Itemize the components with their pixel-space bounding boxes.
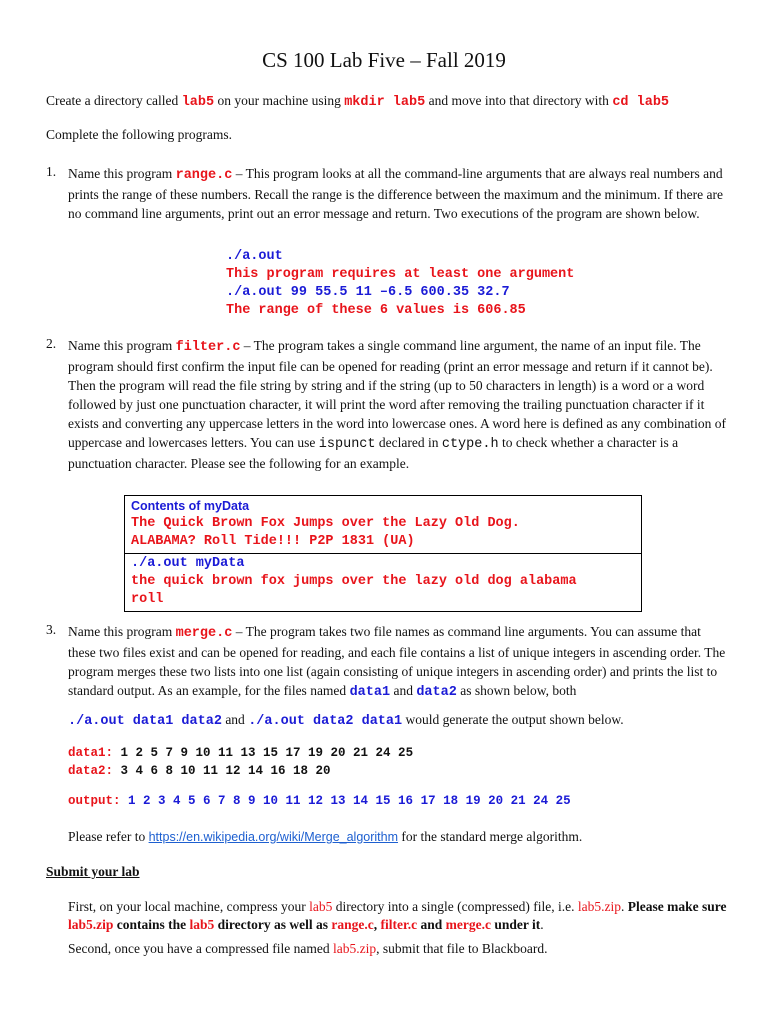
q3-and: and xyxy=(390,683,417,698)
q1-example-line: ./a.out 99 55.5 11 –6.5 600.35 32.7 xyxy=(226,285,510,300)
q1-text: – This program looks at all the command-line arguments that are always real numbers and prints the range of these numbers. Recall the range is the difference between the maximum and the minimum. If there are no command line arguments, print out an error message and return. Two executions of the program are shown below. xyxy=(68,166,724,221)
submit-text: , submit that file to Blackboard. xyxy=(376,941,548,956)
q2-filename: filter.c xyxy=(175,340,241,355)
q1-example-line: ./a.out xyxy=(226,249,283,264)
submit-bold-text: , xyxy=(373,917,381,932)
q3-text-1: – The program takes two file names as command line arguments. You can assume that these two files exist and can be opened for reading, and each file contains a list of unique integers in ascending order. The program merges these two lists into one list (again consisting of unique integers in ascending order) and prints the list to standard output. As an example, for the files named xyxy=(68,624,726,698)
intro-cd-command: cd lab5 xyxy=(612,95,670,110)
submit-filter-file: filter.c xyxy=(380,917,418,932)
q2-box-input-line: ALABAMA? Roll Tide!!! P2P 1831 (UA) xyxy=(131,534,415,549)
q3-data2-line xyxy=(68,764,331,778)
submit-text: First, on your local machine, compress your xyxy=(68,899,310,914)
q2-pre: Name this program xyxy=(68,338,176,353)
submit-text: directory into a single (compressed) file, i.e. xyxy=(332,899,578,914)
intro-text-3: and move into that directory with xyxy=(425,93,613,108)
q2-example-box xyxy=(124,495,642,612)
q3-output-values: 1 2 3 4 5 6 7 8 9 10 11 12 13 14 15 16 17 18 19 20 21 24 25 xyxy=(120,794,571,808)
q3-data2-name: data2 xyxy=(416,685,457,700)
submit-range-file: range.c xyxy=(331,917,374,932)
q3-number: 3. xyxy=(46,622,57,637)
q3-command-b: ./a.out data2 data1 xyxy=(248,714,403,729)
intro-dir-name: lab5 xyxy=(181,95,215,110)
q2-box-output-line: the quick brown fox jumps over the lazy old dog alabama xyxy=(131,574,577,589)
q3-mid: and xyxy=(221,712,249,727)
q3-data1-values: 1 2 5 7 9 10 11 13 15 17 19 20 21 24 25 xyxy=(113,746,414,760)
submit-bold-text: directory as well as xyxy=(214,917,332,932)
q1-example-line: This program requires at least one argument xyxy=(226,267,575,282)
submit-bold-text: under it xyxy=(491,917,541,932)
q3-pre: Name this program xyxy=(68,624,176,639)
intro-paragraph xyxy=(46,92,746,112)
q3-data2-label: data2: xyxy=(68,764,114,778)
q2-box-command: ./a.out myData xyxy=(131,556,245,571)
q3-refer-pre: Please refer to xyxy=(68,829,149,844)
q2-ispunct-function: ispunct xyxy=(318,437,376,452)
submit-merge-file: merge.c xyxy=(445,917,491,932)
submit-text: . xyxy=(621,899,628,914)
complete-instruction: Complete the following programs. xyxy=(46,127,232,142)
q2-box-heading: Contents of myData xyxy=(131,499,250,513)
submit-heading: Submit your lab xyxy=(46,864,140,879)
q3-data1-label: data1: xyxy=(68,746,114,760)
q2-number: 2. xyxy=(46,336,57,351)
q1-example-line: The range of these 6 values is 606.85 xyxy=(226,303,526,318)
q3-commands-line xyxy=(68,710,728,731)
q1-filename: range.c xyxy=(175,168,233,183)
submit-paragraph-2 xyxy=(68,940,728,958)
q2-box-output-section xyxy=(125,553,641,611)
q1-example-output xyxy=(226,248,574,320)
q3-text-3: would generate the output shown below. xyxy=(402,712,624,727)
q2-box-output-line: roll xyxy=(131,592,164,607)
submit-zip-name: lab5.zip xyxy=(68,917,114,932)
submit-bold-text: Please make sure xyxy=(627,899,727,914)
page-title: CS 100 Lab Five – Fall 2019 xyxy=(262,48,506,72)
q1-pre: Name this program xyxy=(68,166,176,181)
intro-text-2: on your machine using xyxy=(214,93,345,108)
q3-output-line xyxy=(68,794,571,808)
submit-zip-name: lab5.zip xyxy=(333,941,377,956)
q3-data2-values: 3 4 6 8 10 11 12 14 16 18 20 xyxy=(113,764,331,778)
q3-command-a: ./a.out data1 data2 xyxy=(68,714,222,729)
merge-algorithm-link[interactable]: https://en.wikipedia.org/wiki/Merge_algorithm xyxy=(148,830,399,844)
q2-text-2: declared in xyxy=(375,435,442,450)
q3-data1-name: data1 xyxy=(349,685,391,700)
q2-box-input-section xyxy=(125,496,641,553)
q2-text-3: to check whether a character is a punctuation character. Please see the following for an example. xyxy=(68,435,679,471)
intro-text-1: Create a directory called xyxy=(46,93,182,108)
q2-text-1: – The program takes a single command line argument, the name of an input file. The program should first confirm the input file can be opened for reading (print an error message and return if it cannot be). Then the program will read the file string by string and if the string (up to 50 characters in length) is a word or a word followed by just one punctuation character, it will print the word after removing the trailing punctuation character if it exists and converting any uppercase letters in the word into lowercase ones. A word here is defined as any combination of uppercase and lowercases letters. You can use xyxy=(68,338,726,450)
submit-zip-name: lab5.zip xyxy=(577,899,621,914)
submit-paragraph-1 xyxy=(68,898,728,934)
submit-lab5-dir: lab5 xyxy=(309,899,333,914)
submit-text: . xyxy=(540,917,544,932)
q3-data1-line xyxy=(68,746,413,760)
q2-ctype-header: ctype.h xyxy=(441,437,499,452)
q1-paragraph xyxy=(68,164,728,223)
q3-text-2: as shown below, both xyxy=(456,683,577,698)
q3-filename: merge.c xyxy=(175,626,233,641)
submit-lab5-dir: lab5 xyxy=(189,917,215,932)
q1-number: 1. xyxy=(46,164,57,179)
q3-paragraph xyxy=(68,622,728,702)
q3-refer-post: for the standard merge algorithm. xyxy=(398,829,583,844)
intro-mkdir-command: mkdir lab5 xyxy=(344,95,426,110)
q3-refer-line xyxy=(68,828,582,846)
submit-bold-text: contains the xyxy=(113,917,190,932)
submit-bold-text: and xyxy=(417,917,446,932)
q2-paragraph xyxy=(68,336,728,473)
submit-text: Second, once you have a compressed file named xyxy=(68,941,334,956)
q2-box-input-line: The Quick Brown Fox Jumps over the Lazy Old Dog. xyxy=(131,516,520,531)
q3-output-label: output: xyxy=(68,794,121,808)
